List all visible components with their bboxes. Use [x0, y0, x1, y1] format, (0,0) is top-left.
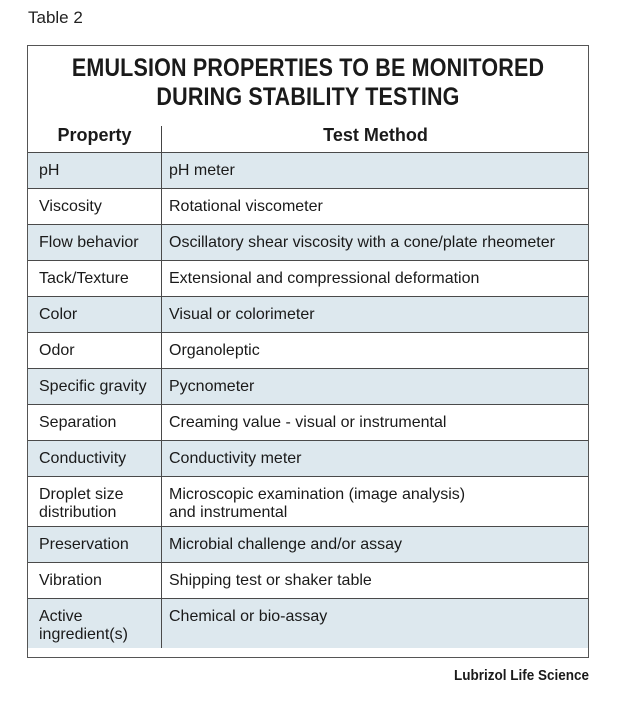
table-row	[28, 332, 588, 368]
test-method-cell: Extensional and compressional deformation	[169, 270, 480, 287]
property-cell: Preservation	[39, 536, 129, 553]
table-caption: Table 2	[28, 8, 83, 27]
test-method-cell: Microscopic examination (image analysis) and instrumental	[169, 486, 466, 521]
test-method-cell: Organoleptic	[169, 342, 260, 359]
test-method-cell: Pycnometer	[169, 378, 255, 395]
table-row	[28, 224, 588, 260]
table-row	[28, 598, 588, 648]
test-method-cell: pH meter	[169, 162, 235, 179]
property-cell: Flow behavior	[39, 234, 139, 251]
table-row	[28, 404, 588, 440]
table-title-line-1: EMULSION PROPERTIES TO BE MONITORED	[71, 54, 545, 82]
property-cell: Separation	[39, 414, 117, 431]
table-row	[28, 526, 588, 562]
credit-line: Lubrizol Life Science	[453, 667, 589, 684]
property-cell: Active ingredient(s)	[39, 608, 128, 643]
test-method-cell: Rotational viscometer	[169, 198, 323, 215]
property-cell: Color	[39, 306, 78, 323]
table-frame	[27, 45, 589, 658]
table-row	[28, 476, 588, 526]
header-property: Property	[57, 125, 132, 145]
test-method-cell: Creaming value - visual or instrumental	[169, 414, 447, 431]
test-method-cell: Conductivity meter	[169, 450, 302, 467]
test-method-cell: Shipping test or shaker table	[169, 572, 372, 589]
table-row	[28, 562, 588, 598]
property-cell: Odor	[39, 342, 75, 359]
test-method-cell: Microbial challenge and/or assay	[169, 536, 403, 553]
property-cell: Vibration	[39, 572, 102, 589]
table-title	[67, 54, 549, 112]
table-row	[28, 152, 588, 188]
property-cell: Specific gravity	[39, 378, 147, 395]
test-method-cell: Oscillatory shear viscosity with a cone/plate rheometer	[169, 234, 555, 251]
table-row	[28, 188, 588, 224]
header-test-method: Test Method	[323, 125, 428, 145]
table-header-row	[28, 124, 588, 152]
test-method-cell: Chemical or bio-assay	[169, 608, 328, 625]
table-row	[28, 368, 588, 404]
property-cell: Conductivity	[39, 450, 127, 467]
header-column-divider	[161, 126, 162, 152]
test-method-cell: Visual or colorimeter	[169, 306, 315, 323]
property-cell: Viscosity	[39, 198, 102, 215]
property-cell: Tack/Texture	[39, 270, 129, 287]
table-body	[28, 152, 588, 648]
table-row	[28, 296, 588, 332]
property-cell: pH	[39, 162, 60, 179]
table-title-line-2: DURING STABILITY TESTING	[156, 83, 460, 111]
table-row	[28, 260, 588, 296]
property-cell: Droplet size distribution	[39, 486, 124, 521]
table-row	[28, 440, 588, 476]
